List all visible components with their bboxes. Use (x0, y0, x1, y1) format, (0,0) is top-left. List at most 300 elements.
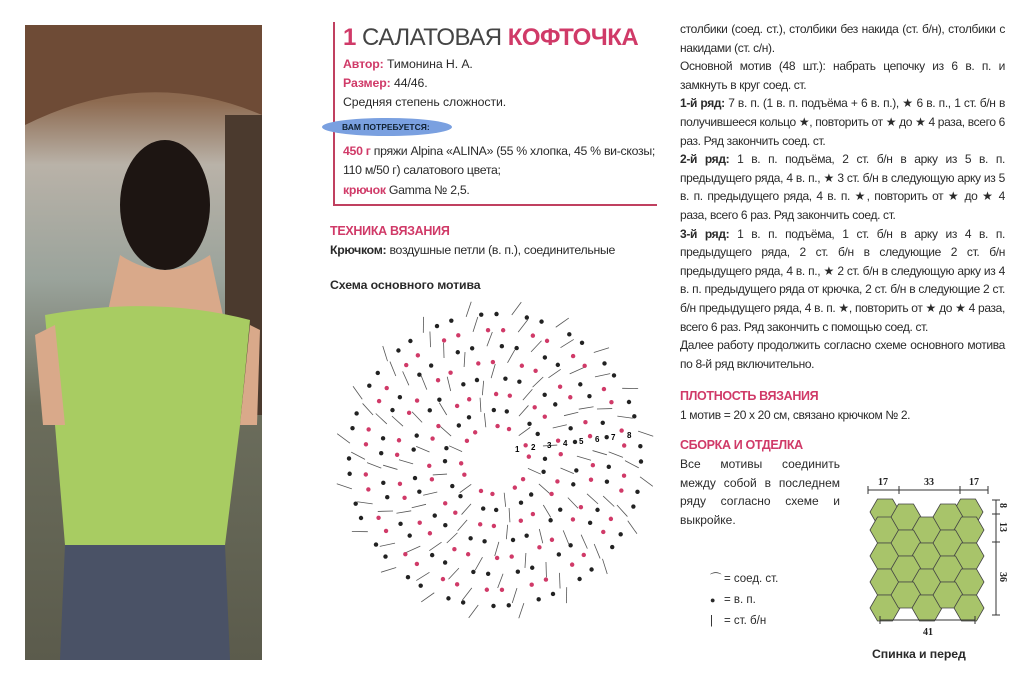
single-crochet-mark (376, 413, 387, 423)
chain-stitch-mark (377, 399, 381, 403)
chain-stitch-mark (627, 400, 631, 404)
chain-stitch-mark (517, 380, 521, 384)
chain-stitch-mark (638, 444, 642, 448)
chain-stitch-mark (601, 421, 605, 425)
chain-stitch-mark (492, 524, 496, 528)
chain-stitch-mark (509, 554, 513, 558)
single-crochet-mark (602, 559, 607, 574)
single-crochet-mark (609, 452, 623, 457)
single-crochet-mark (539, 484, 550, 493)
single-crochet-mark (512, 302, 522, 315)
single-crochet-mark (363, 403, 373, 415)
single-crochet-mark (412, 504, 426, 507)
chain-stitch-mark (595, 508, 599, 512)
assembly-text: Все мотивы соединить между собой в последнем ряду согласно схеме и выкройке. (680, 457, 840, 527)
single-crochet-mark (423, 492, 437, 495)
single-crochet-mark (421, 376, 427, 390)
single-crochet-mark (416, 446, 429, 452)
chain-stitch-mark (367, 383, 371, 387)
single-crochet-mark (399, 460, 413, 464)
chain-stitch-mark (542, 393, 546, 397)
chain-stitch-mark (433, 513, 437, 517)
chain-stitch-mark (441, 577, 445, 581)
motif-diagram (330, 300, 660, 670)
chain-stitch-mark (461, 382, 465, 386)
single-crochet-mark (475, 557, 482, 570)
single-crochet-mark (518, 320, 528, 332)
chain-stitch-mark (403, 552, 407, 556)
single-crochet-mark (421, 593, 434, 602)
single-crochet-mark (383, 346, 388, 361)
single-crochet-mark (559, 573, 560, 589)
chain-stitch-mark (455, 582, 459, 586)
chain-stitch-mark (364, 472, 368, 476)
chain-stitch-mark (527, 454, 531, 458)
chain-stitch-mark (485, 588, 489, 592)
single-crochet-mark (539, 529, 542, 543)
single-crochet-mark (519, 427, 530, 435)
single-crochet-mark (579, 407, 594, 409)
single-crochet-mark (353, 386, 362, 399)
chain-stitch-mark (418, 521, 422, 525)
chain-stitch-mark (458, 494, 462, 498)
chain-stitch-mark (470, 346, 474, 350)
chain-stitch-mark (553, 402, 557, 406)
chain-stitch-mark (551, 592, 555, 596)
chain-stitch-mark (491, 604, 495, 608)
chain-stitch-mark (457, 423, 461, 427)
single-crochet-mark (512, 588, 517, 603)
chain-stitch-mark (444, 446, 448, 450)
chain-stitch-mark (381, 481, 385, 485)
dim-side-3: 36 (997, 572, 1008, 582)
chain-stitch-mark (539, 319, 543, 323)
chain-stitch-mark (465, 439, 469, 443)
chain-stitch-mark (531, 512, 535, 516)
chain-stitch-mark (407, 411, 411, 415)
chain-stitch-mark (471, 570, 475, 574)
chain-stitch-mark (366, 487, 370, 491)
row-number-label: 2 (531, 443, 536, 452)
single-crochet-mark (506, 525, 507, 539)
single-crochet-mark (577, 456, 591, 460)
single-crochet-mark (464, 352, 465, 367)
single-crochet-mark (531, 341, 541, 352)
single-crochet-mark (594, 348, 609, 353)
single-crochet-mark (570, 368, 584, 374)
single-crochet-mark (351, 452, 365, 459)
chain-stitch-mark (491, 360, 495, 364)
chain-stitch-mark (523, 443, 527, 447)
chain-stitch-mark (443, 523, 447, 527)
single-crochet-mark (439, 403, 446, 415)
chain-stitch-mark (398, 482, 402, 486)
single-crochet-mark (462, 504, 471, 515)
chain-stitch-mark (544, 577, 548, 581)
chain-stitch-mark (622, 443, 626, 447)
chain-stitch-mark (430, 436, 434, 440)
row-number-label: 8 (627, 431, 632, 440)
single-crochet-mark (640, 477, 653, 487)
chain-stitch-mark (413, 476, 417, 480)
single-crochet-mark (519, 603, 524, 618)
chain-stitch-mark (527, 422, 531, 426)
chain-stitch-mark (578, 382, 582, 386)
chain-stitch-mark (532, 405, 536, 409)
dim-top-middle: 33 (924, 477, 934, 488)
chain-stitch-mark (486, 328, 490, 332)
single-crochet-mark (587, 494, 598, 504)
single-crochet-mark (519, 405, 528, 416)
chain-stitch-mark (588, 521, 592, 525)
chain-stitch-mark (571, 517, 575, 521)
single-crochet-mark (603, 496, 614, 506)
chain-stitch-mark (583, 420, 587, 424)
single-crochet-mark (412, 412, 422, 423)
chain-stitch-mark (635, 490, 639, 494)
chain-stitch-mark (582, 553, 586, 557)
chain-stitch-mark (550, 538, 554, 542)
chain-stitch-mark (514, 346, 518, 350)
legend-item: ● = в. п. (710, 590, 840, 611)
chain-stitch-mark (529, 492, 533, 496)
chain-stitch-mark (473, 430, 477, 434)
chain-stitch-mark (589, 567, 593, 571)
chain-stitch-mark (558, 507, 562, 511)
chain-stitch-mark (448, 370, 452, 374)
chain-stitch-mark (456, 333, 460, 337)
single-crochet-mark (525, 553, 526, 568)
chain-stitch-mark (479, 312, 483, 316)
chain-stitch-mark (407, 533, 411, 537)
chain-stitch-mark (417, 489, 421, 493)
chain-stitch-mark (406, 575, 410, 579)
single-crochet-mark (504, 493, 505, 507)
chain-stitch-mark (557, 552, 561, 556)
single-crochet-mark (568, 498, 578, 509)
chain-stitch-mark (631, 504, 635, 508)
chain-stitch-mark (607, 465, 611, 469)
single-crochet-mark (396, 511, 411, 513)
chain-stitch-mark (513, 485, 517, 489)
chain-stitch-mark (428, 531, 432, 535)
chain-stitch-mark (374, 542, 378, 546)
chain-stitch-mark (416, 353, 420, 357)
chain-stitch-mark (605, 479, 609, 483)
chain-stitch-mark (385, 386, 389, 390)
chain-stitch-mark (589, 478, 593, 482)
single-crochet-mark (447, 533, 458, 543)
chain-stitch-mark (466, 552, 470, 556)
chain-stitch-mark (492, 408, 496, 412)
single-crochet-mark (480, 398, 481, 412)
single-crochet-mark (523, 389, 532, 400)
chain-stitch-mark (609, 400, 613, 404)
chain-stitch-mark (524, 533, 528, 537)
chain-stitch-mark (385, 495, 389, 499)
chain-stitch-mark (475, 378, 479, 382)
chain-stitch-mark (521, 477, 525, 481)
chain-stitch-mark (359, 516, 363, 520)
chain-stitch-mark (519, 519, 523, 523)
single-crochet-mark (416, 572, 429, 580)
single-crochet-mark (563, 530, 569, 544)
single-crochet-mark (337, 484, 352, 489)
chain-stitch-mark (568, 395, 572, 399)
chain-stitch-mark (452, 547, 456, 551)
chain-stitch-mark (610, 545, 614, 549)
single-crochet-mark (593, 451, 607, 455)
chain-stitch-mark (619, 428, 623, 432)
chain-stitch-mark (543, 457, 547, 461)
single-crochet-mark (447, 377, 450, 391)
chain-stitch-mark (379, 451, 383, 455)
chain-stitch-mark (567, 332, 571, 336)
chain-stitch-mark (543, 355, 547, 359)
chain-stitch-mark (500, 588, 504, 592)
chain-stitch-mark (449, 318, 453, 322)
single-crochet-mark (638, 431, 653, 436)
chain-stitch-mark (494, 392, 498, 396)
chain-stitch-mark (507, 427, 511, 431)
single-crochet-mark (469, 605, 479, 618)
chain-stitch-mark (467, 397, 471, 401)
single-crochet-mark (383, 465, 397, 469)
chain-stitch-mark (443, 459, 447, 463)
single-crochet-mark (484, 413, 485, 427)
chain-stitch-mark (530, 566, 534, 570)
instructions-block: столбики (соед. ст.), столбики без накида (ст. б/н), столбики с накидами (ст. с/н). Основной мотив (48 шт.): набрать цепочку из 6 в. п. и замкнуть в круг соед. ст. 1-й ряд: 7 в. п. (1 в. п. подъёма + 6 в. п.), ★ 6 в. п., 1 ст. б/н в получившееся кольцо ★, повторить от ★ до ★ 4 раза, всего 6 раз. Ряд закончить соед. ст. 2-й ряд: 1 в. п. подъёма, 2 ст. б/н в арку из 5 в. п. предыдущего ряда, 4 в. п., ★ 3 ст. б/н в следующую арку из 5 в. п. предыдущего ряда, 4 в. п. ★, повторить от ★ до ★ 4 раза, всего 6 раз. Ряд закончить соед. ст. 3-й ряд: 1 в. п. подъёма, 1 ст. б/н в арку из 4 в. п. предыдущего ряда, 2 ст. б/н в следующие 2 ст. б/н предыдущего ряда, 4 в. п., ★ 2 ст. б/н в следующую арку из 4 в. п. предыдущего ряда от крючка, 2 ст. б/н в следующие 2 ст. б/н предыдущего ряда, 4 в. п. ★, повторить от ★ до ★ 4 раза, всего 6 раз. Ряд закончить с помощью соед. ст. Далее работу продолжить согласно схеме основного мотива по 8-й ряд включительно. ПЛОТНОСТЬ ВЯЗАНИЯ 1 мотив = 20 х 20 см, связано крючком № 2. СБОРКА И ОТДЕЛКА Все мотивы соединить между собой в последнем ряду согласно схеме и выкройке. ⌒ = соед. ст. ● = в. п. | = ст. б/н (680, 20, 1005, 632)
single-crochet-mark (561, 339, 574, 347)
chain-stitch-mark (415, 562, 419, 566)
chain-stitch-mark (501, 328, 505, 332)
row-number-label: 6 (595, 435, 600, 444)
chain-stitch-mark (537, 545, 541, 549)
chain-stitch-mark (456, 350, 460, 354)
chain-stitch-mark (495, 424, 499, 428)
row-number-label: 7 (611, 433, 616, 442)
chain-stitch-mark (347, 456, 351, 460)
chain-stitch-mark (556, 438, 560, 442)
chain-stitch-mark (418, 583, 422, 587)
chain-stitch-mark (398, 395, 402, 399)
chain-stitch-mark (384, 529, 388, 533)
single-crochet-mark (403, 371, 409, 385)
chain-stitch-mark (459, 461, 463, 465)
chain-stitch-mark (427, 464, 431, 468)
chain-stitch-mark (435, 324, 439, 328)
single-crochet-mark (564, 412, 578, 415)
chain-stitch-mark (602, 361, 606, 365)
chain-stitch-mark (430, 553, 434, 557)
single-crochet-mark (357, 502, 372, 504)
single-crochet-mark (430, 332, 431, 348)
chain-stitch-mark (568, 426, 572, 430)
chain-stitch-mark (436, 424, 440, 428)
single-crochet-mark (449, 446, 462, 452)
row-number-label: 4 (563, 439, 568, 448)
chain-stitch-mark (417, 372, 421, 376)
chain-stitch-mark (571, 482, 575, 486)
single-crochet-mark (625, 461, 639, 468)
single-crochet-mark (556, 318, 569, 327)
single-crochet-mark (458, 520, 467, 531)
single-crochet-mark (462, 588, 472, 600)
single-crochet-mark (561, 468, 574, 474)
single-crochet-mark (392, 416, 403, 426)
chain-stitch-mark (505, 409, 509, 413)
single-crochet-mark (508, 350, 515, 363)
chain-stitch-mark (411, 447, 415, 451)
chain-stitch-mark (353, 501, 357, 505)
single-crochet-mark (553, 425, 567, 428)
chain-stitch-mark (580, 341, 584, 345)
chain-stitch-mark (366, 427, 370, 431)
technique-block: ТЕХНИКА ВЯЗАНИЯ Крючком: воздушные петли (в. п.), соединительные (330, 224, 616, 258)
single-crochet-mark (594, 544, 600, 558)
diagram-title: Схема основного мотива (330, 278, 481, 292)
chain-stitch-mark (350, 426, 354, 430)
chain-stitch-mark (408, 339, 412, 343)
chain-stitch-mark (398, 522, 402, 526)
chain-stitch-mark (622, 473, 626, 477)
single-crochet-mark (429, 542, 441, 551)
row-number-label: 5 (579, 437, 584, 446)
chain-stitch-mark (556, 363, 560, 367)
chain-stitch-mark (602, 387, 606, 391)
chain-stitch-mark (481, 506, 485, 510)
chain-stitch-mark (559, 452, 563, 456)
chain-stitch-mark (428, 408, 432, 412)
chain-stitch-mark (364, 442, 368, 446)
chain-stitch-mark (376, 371, 380, 375)
chain-stitch-mark (549, 492, 553, 496)
chain-stitch-mark (571, 354, 575, 358)
chain-stitch-mark (450, 484, 454, 488)
chain-stitch-mark (558, 385, 562, 389)
chain-stitch-mark (443, 501, 447, 505)
chain-stitch-mark (347, 472, 351, 476)
chain-stitch-mark (479, 489, 483, 493)
chain-stitch-mark (381, 436, 385, 440)
legend-item: ⌒ = соед. ст. (710, 569, 840, 590)
chain-stitch-mark (376, 516, 380, 520)
legend-item: | = ст. б/н (710, 611, 840, 632)
pattern-schematic (850, 470, 1010, 642)
chain-stitch-mark (568, 543, 572, 547)
chain-stitch-mark (354, 411, 358, 415)
chain-stitch-mark (395, 453, 399, 457)
chain-stitch-mark (507, 603, 511, 607)
chain-stitch-mark (570, 562, 574, 566)
chain-stitch-mark (533, 369, 537, 373)
pattern-caption: Спинка и перед (872, 647, 966, 661)
chain-stitch-mark (494, 508, 498, 512)
chain-stitch-mark (446, 596, 450, 600)
chain-stitch-mark (455, 404, 459, 408)
dim-side-2: 13 (997, 522, 1008, 532)
model-photo (25, 25, 262, 660)
chain-stitch-mark (541, 470, 545, 474)
dim-top-left: 17 (878, 477, 888, 488)
chain-stitch-mark (486, 572, 490, 576)
chain-stitch-mark (520, 364, 524, 368)
chain-stitch-mark (519, 500, 523, 504)
row-number-label: 1 (515, 445, 520, 454)
chain-stitch-mark (618, 532, 622, 536)
single-crochet-mark (617, 505, 627, 517)
chain-stitch-mark (390, 408, 394, 412)
chain-stitch-mark (383, 554, 387, 558)
single-crochet-mark (487, 332, 492, 346)
chain-stitch-mark (577, 577, 581, 581)
single-crochet-mark (498, 574, 503, 588)
chain-stitch-mark (415, 398, 419, 402)
chain-stitch-mark (582, 364, 586, 368)
dim-bottom: 41 (923, 627, 933, 638)
chain-stitch-mark (639, 459, 643, 463)
single-crochet-mark (381, 567, 396, 572)
single-crochet-mark (491, 364, 495, 378)
chain-stitch-mark (530, 583, 534, 587)
chain-stitch-mark (587, 394, 591, 398)
single-crochet-mark (581, 535, 587, 549)
chain-stitch-mark (555, 479, 559, 483)
single-crochet-symbol-icon: | (710, 615, 713, 628)
dim-top-right: 17 (969, 477, 979, 488)
chain-stitch-mark (632, 414, 636, 418)
single-crochet-mark (548, 369, 560, 378)
single-crochet-mark (390, 362, 396, 376)
model-figure-image (25, 25, 262, 660)
single-crochet-mark (367, 463, 381, 468)
single-crochet-mark (595, 374, 610, 377)
chain-stitch-mark (462, 473, 466, 477)
chain-stitch-mark (536, 597, 540, 601)
single-crochet-mark (433, 474, 447, 475)
single-crochet-mark (460, 484, 471, 492)
single-crochet-mark (482, 381, 483, 395)
chain-stitch-mark (468, 536, 472, 540)
chain-stitch-mark (429, 363, 433, 367)
single-crochet-mark (509, 508, 510, 522)
chain-stitch-mark (476, 361, 480, 365)
meta-block: Автор: Тимонина Н. А. Размер: 44/46. Средняя степень сложности. (343, 57, 507, 109)
dim-side-1: 8 (997, 503, 1008, 508)
chain-stitch-mark (453, 511, 457, 515)
single-crochet-mark (528, 468, 541, 474)
chain-stitch-mark (511, 538, 515, 542)
chain-stitch-mark (508, 393, 512, 397)
chain-stitch-mark (609, 517, 613, 521)
chain-stitch-mark (436, 378, 440, 382)
chain-stitch-mark (437, 398, 441, 402)
chain-stitch-mark (574, 468, 578, 472)
legend (710, 569, 840, 632)
single-crochet-mark (628, 521, 637, 534)
chain-stitch-mark (619, 488, 623, 492)
chain-stitch-mark (545, 339, 549, 343)
single-crochet-mark (337, 434, 350, 444)
chain-stitch-mark (516, 569, 520, 573)
chain-stitch-mark (461, 600, 465, 604)
row-number-label: 3 (547, 441, 552, 450)
single-crochet-mark (448, 568, 458, 579)
chain-stitch-mark (503, 376, 507, 380)
chain-stitch-mark (612, 373, 616, 377)
chain-stitch-mark (591, 463, 595, 467)
chain-stitch-mark (601, 530, 605, 534)
